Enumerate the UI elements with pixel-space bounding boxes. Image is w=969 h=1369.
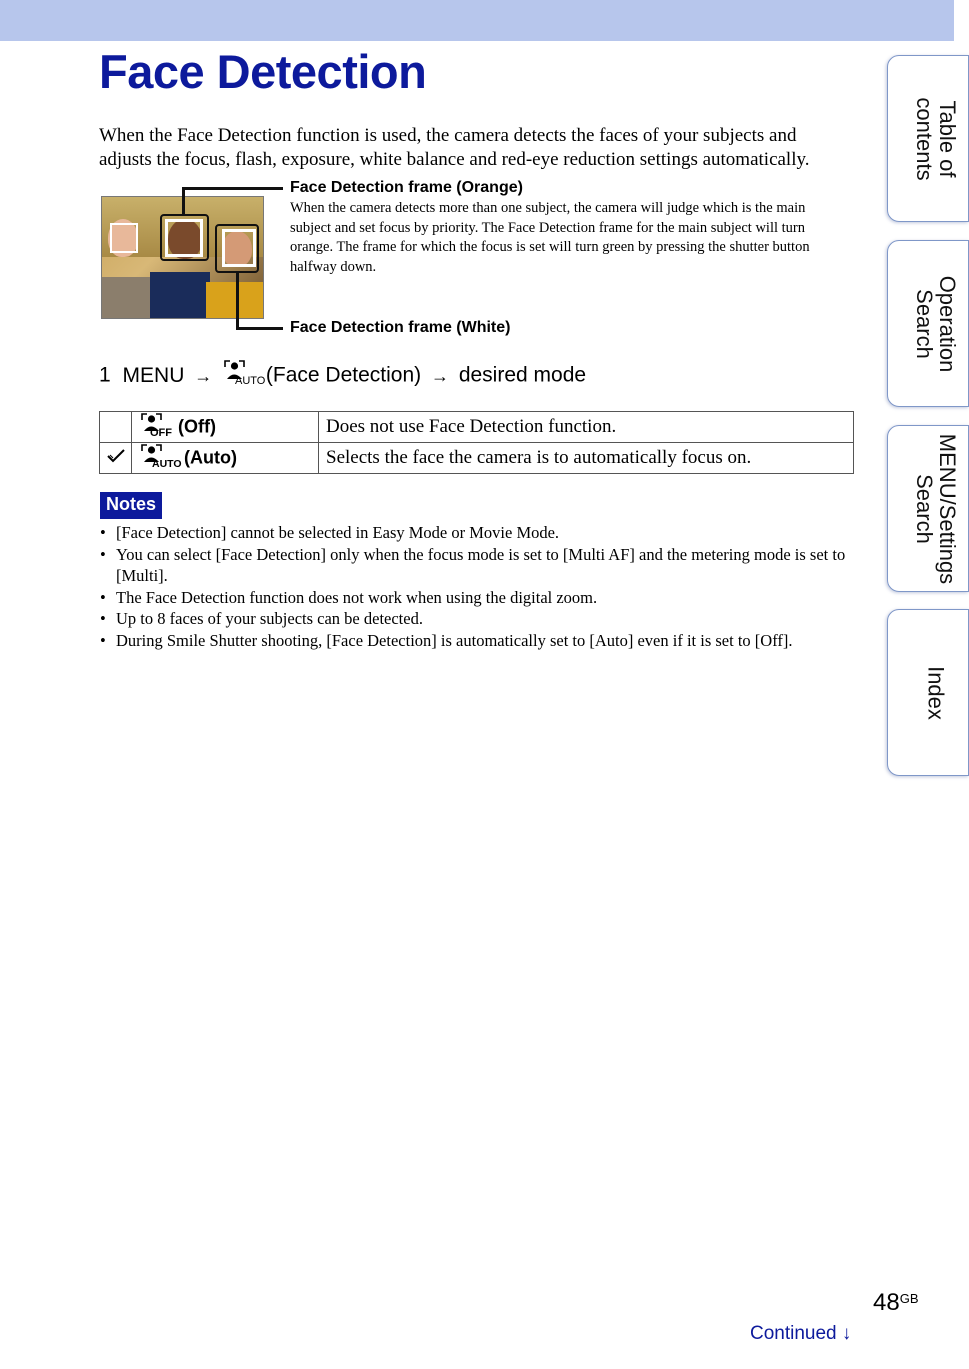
svg-text:OFF: OFF [150,426,172,439]
orange-leader-line-h [182,187,283,190]
step-item: (Face Detection) [265,363,422,387]
mode-cell [132,443,319,474]
white-frame-label: Face Detection frame (White) [290,319,511,336]
orange-leader-line [182,187,185,215]
mode-label: (Off) [178,415,216,436]
table-row [100,412,854,443]
page-number-value: 48 [873,1289,900,1316]
arrow-right-icon: → [194,365,213,386]
orange-frame-label: Face Detection frame (Orange) [290,179,523,196]
default-check-cell [100,412,132,443]
face-detection-auto-icon [222,360,266,392]
orange-frame-callout-box [160,214,209,261]
modes-table [99,411,854,474]
tab-label: MENU/Settings Search [912,433,960,584]
list-item: • You can select [Face Detection] only when the focus mode is set to [Multi AF] and the metering mode is set to [Multi]. [99,544,851,587]
tab-menu-settings-search[interactable] [887,425,969,592]
svg-text:AUTO: AUTO [235,375,266,387]
face-detection-off-icon [139,413,173,442]
checkmark-icon [107,447,125,468]
list-item: • The Face Detection function does not work when using the digital zoom. [99,587,851,609]
table-row [100,443,854,474]
arrow-right-icon-2: → [430,365,449,386]
notes-list [99,522,851,651]
page-number-suffix: GB [899,1291,919,1306]
orange-frame-description: When the camera detects more than one subject, the camera will judge which is the main subject and set focus by priority. The Face Detection frame for the main subject will turn orange. The frame for which the focus is set will turn green by pressing the shutter button halfway down. [290,200,810,275]
face-detection-auto-icon [139,444,182,473]
tab-operation-search[interactable] [887,240,969,407]
page-title: Face Detection [99,45,427,98]
step-target: desired mode [458,363,587,387]
mode-description: Selects the face the camera is to automatically focus on. [319,443,854,474]
tab-table-of-contents[interactable] [887,55,969,222]
list-item: • Up to 8 faces of your subjects can be detected. [99,608,851,630]
white-frame-callout-box [215,224,259,273]
tab-label: Table of contents [912,96,960,181]
svg-text:AUTO: AUTO [152,457,182,470]
step-menu: MENU [122,363,185,387]
tab-index[interactable] [887,609,969,776]
mode-description: Does not use Face Detection function. [319,412,854,443]
tab-label: Operation Search [912,275,960,372]
continued-label: Continued [750,1323,837,1344]
step-1 [99,360,586,392]
white-leader-line-h [236,327,283,330]
white-leader-line [236,272,239,329]
continued-link[interactable] [750,1323,851,1345]
face-frame-white-left [110,223,138,253]
list-item: • During Smile Shutter shooting, [Face Detection] is automatically set to [Auto] even if it is set to [Off]. [99,630,851,652]
list-item: • [Face Detection] cannot be selected in Easy Mode or Movie Mode. [99,522,851,544]
notes-heading: Notes [100,492,162,519]
default-check-cell [100,443,132,474]
intro-paragraph: When the Face Detection function is used, the camera detects the faces of your subjects and adjusts the focus, flash, exposure, white balance and red-eye reduction settings automatically. [99,125,810,170]
mode-label: (Auto) [184,446,237,467]
tab-label: Index [923,665,949,720]
header-bar [0,0,954,41]
step-number: 1 [99,363,111,387]
arrow-down-icon: ↓ [841,1323,852,1344]
mode-cell [132,412,319,443]
page-number [873,1289,919,1317]
